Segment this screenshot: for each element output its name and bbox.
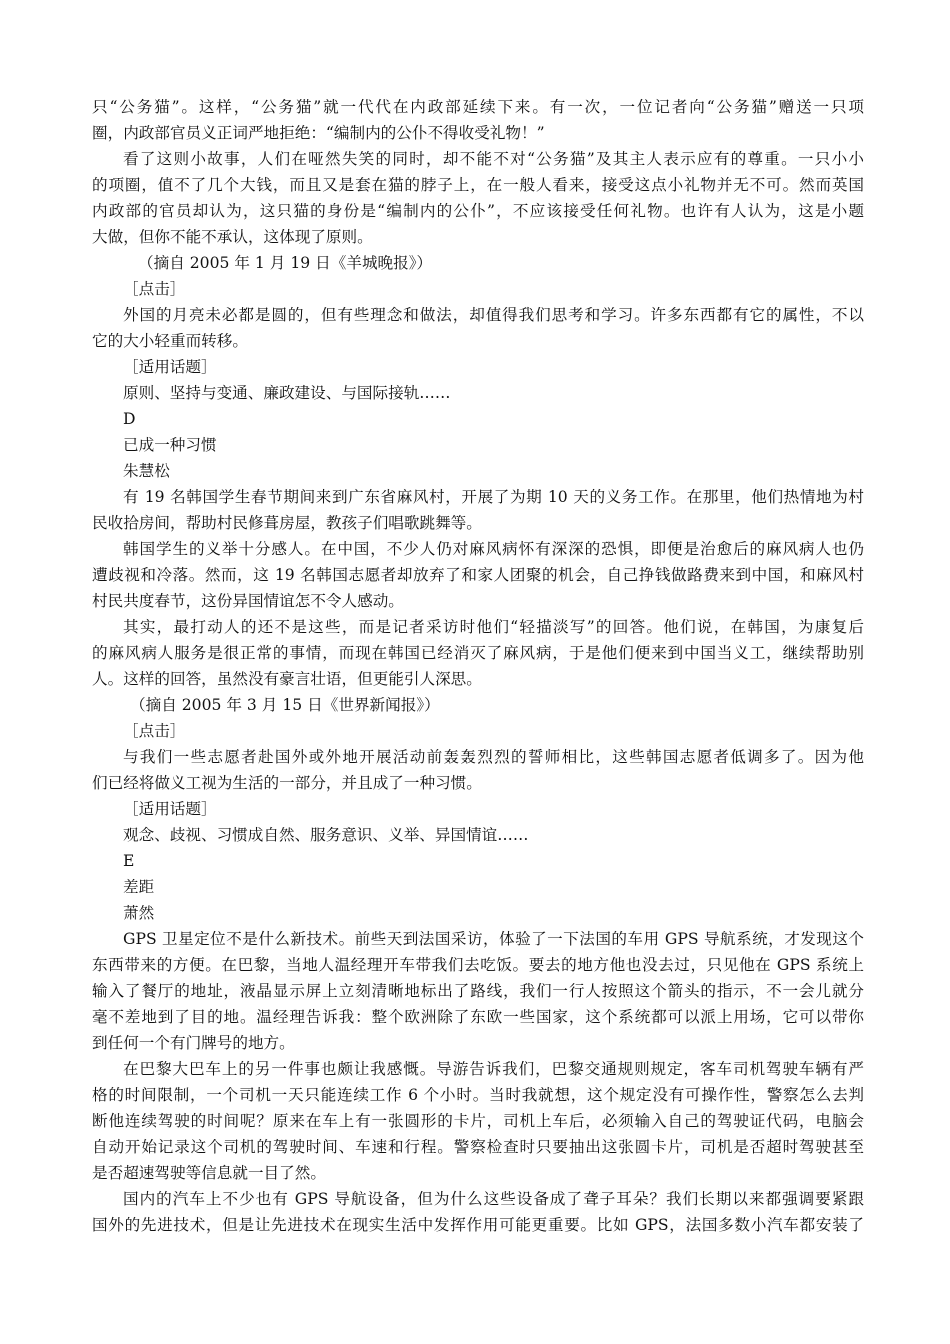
body-line: 的麻风病人服务是很正常的事情，而现在韩国已经消灭了麻风病，于是他们便来到中国当义工，继续帮助别 — [92, 644, 864, 662]
body-line: 它的大小轻重而转移。 — [92, 332, 248, 350]
body-line: 断他连续驾驶的时间呢？原来在车上有一张圆形的卡片，司机上车后，必须输入自己的驾驶证代码，电脑会 — [92, 1112, 864, 1130]
body-line: GPS 卫星定位不是什么新技术。前些天到法国采访，体验了一下法国的车用 GPS 导航系统，才发现这个 — [123, 930, 864, 948]
body-line: 东西带来的方便。在巴黎，当地人温经理开车带我们去吃饭。要去的地方他也没去过，只见他在 GPS 系统上 — [92, 956, 864, 974]
section-letter: D — [123, 410, 136, 428]
section-label: ［适用话题］ — [123, 358, 217, 376]
body-line: 自动开始记录这个司机的驾驶时间、车速和行程。警察检查时只要抽出这张圆卡片，司机是否超时驾驶甚至 — [92, 1138, 864, 1156]
topics-line: 原则、坚持与变通、廉政建设、与国际接轨…… — [123, 384, 451, 402]
body-line: 内政部的官员却认为，这只猫的身份是“编制内的公仆”，不应该接受任何礼物。也许有人认为，这是小题 — [92, 202, 864, 220]
article-author: 萧然 — [123, 904, 155, 922]
body-line: 村民共度春节，这份异国情谊怎不令人感动。 — [92, 592, 404, 610]
section-letter: E — [123, 852, 135, 870]
body-line: 圈，内政部官员义正词严地拒绝：“编制内的公仆不得收受礼物！” — [92, 124, 545, 142]
document-page — [92, 94, 864, 1238]
section-label: ［点击］ — [123, 280, 186, 298]
body-line: 其实，最打动人的还不是这些，而是记者采访时他们“轻描淡写”的回答。他们说，在韩国，为康复后 — [123, 618, 864, 636]
article-author: 朱慧松 — [123, 462, 170, 480]
body-line: 毫不差地到了目的地。温经理告诉我：整个欧洲除了东欧一些国家，这个系统都可以派上用场，它可以带你 — [92, 1008, 864, 1026]
body-line: 的项圈，值不了几个大钱，而且又是套在猫的脖子上，在一般人看来，接受这点小礼物并无不可。然而英国 — [92, 176, 864, 194]
body-line: 在巴黎大巴车上的另一件事也颇让我感慨。导游告诉我们，巴黎交通规则规定，客车司机驾驶车辆有严 — [123, 1060, 864, 1078]
section-label: ［适用话题］ — [123, 800, 217, 818]
body-line: 只“公务猫”。这样，“公务猫”就一代代在内政部延续下来。有一次，一位记者向“公务猫”赠送一只项 — [92, 98, 864, 116]
topics-line: 观念、歧视、习惯成自然、服务意识、义举、异国情谊…… — [123, 826, 529, 844]
article-title: 已成一种习惯 — [123, 436, 217, 454]
body-line: 到任何一个有门牌号的地方。 — [92, 1034, 295, 1052]
body-line: 是否超速驾驶等信息就一目了然。 — [92, 1164, 326, 1182]
body-line: 有 19 名韩国学生春节期间来到广东省麻风村，开展了为期 10 天的义务工作。在那里，他们热情地为村 — [123, 488, 864, 506]
body-line: 大做，但你不能不承认，这体现了原则。 — [92, 228, 373, 246]
body-line: 国外的先进技术，但是让先进技术在现实生活中发挥作用可能更重要。比如 GPS，法国多数小汽车都安装了 — [92, 1216, 864, 1234]
section-label: ［点击］ — [123, 722, 186, 740]
body-line: 格的时间限制，一个司机一天只能连续工作 6 个小时。当时我就想，这个规定没有可操作性，警察怎么去判 — [92, 1086, 864, 1104]
body-line: 韩国学生的义举十分感人。在中国，不少人仍对麻风病怀有深深的恐惧，即便是治愈后的麻风病人也仍 — [123, 540, 864, 558]
body-line: 外国的月亮未必都是圆的，但有些理念和做法，却值得我们思考和学习。许多东西都有它的属性，不以 — [123, 306, 864, 324]
body-line: 国内的汽车上不少也有 GPS 导航设备，但为什么这些设备成了聋子耳朵？我们长期以来都强调要紧跟 — [123, 1190, 864, 1208]
source-citation: （摘自 2005 年 3 月 15 日《世界新闻报》） — [130, 696, 440, 714]
article-title: 差距 — [123, 878, 155, 896]
source-citation: （摘自 2005 年 1 月 19 日《羊城晚报》） — [138, 254, 433, 272]
body-line: 们已经将做义工视为生活的一部分，并且成了一种习惯。 — [92, 774, 482, 792]
body-line: 与我们一些志愿者赴国外或外地开展活动前轰轰烈烈的誓师相比，这些韩国志愿者低调多了。因为他 — [123, 748, 864, 766]
body-line: 人。这样的回答，虽然没有豪言壮语，但更能引人深思。 — [92, 670, 482, 688]
body-line: 遭歧视和冷落。然而，这 19 名韩国志愿者却放弃了和家人团聚的机会，自己挣钱做路费来到中国，和麻风村 — [92, 566, 864, 584]
body-line: 输入了餐厅的地址，液晶显示屏上立刻清晰地标出了路线，我们一行人按照这个箭头的指示，不一会儿就分 — [92, 982, 864, 1000]
body-line: 看了这则小故事，人们在哑然失笑的同时，却不能不对“公务猫”及其主人表示应有的尊重。一只小小 — [123, 150, 864, 168]
body-line: 民收拾房间，帮助村民修葺房屋，教孩子们唱歌跳舞等。 — [92, 514, 482, 532]
